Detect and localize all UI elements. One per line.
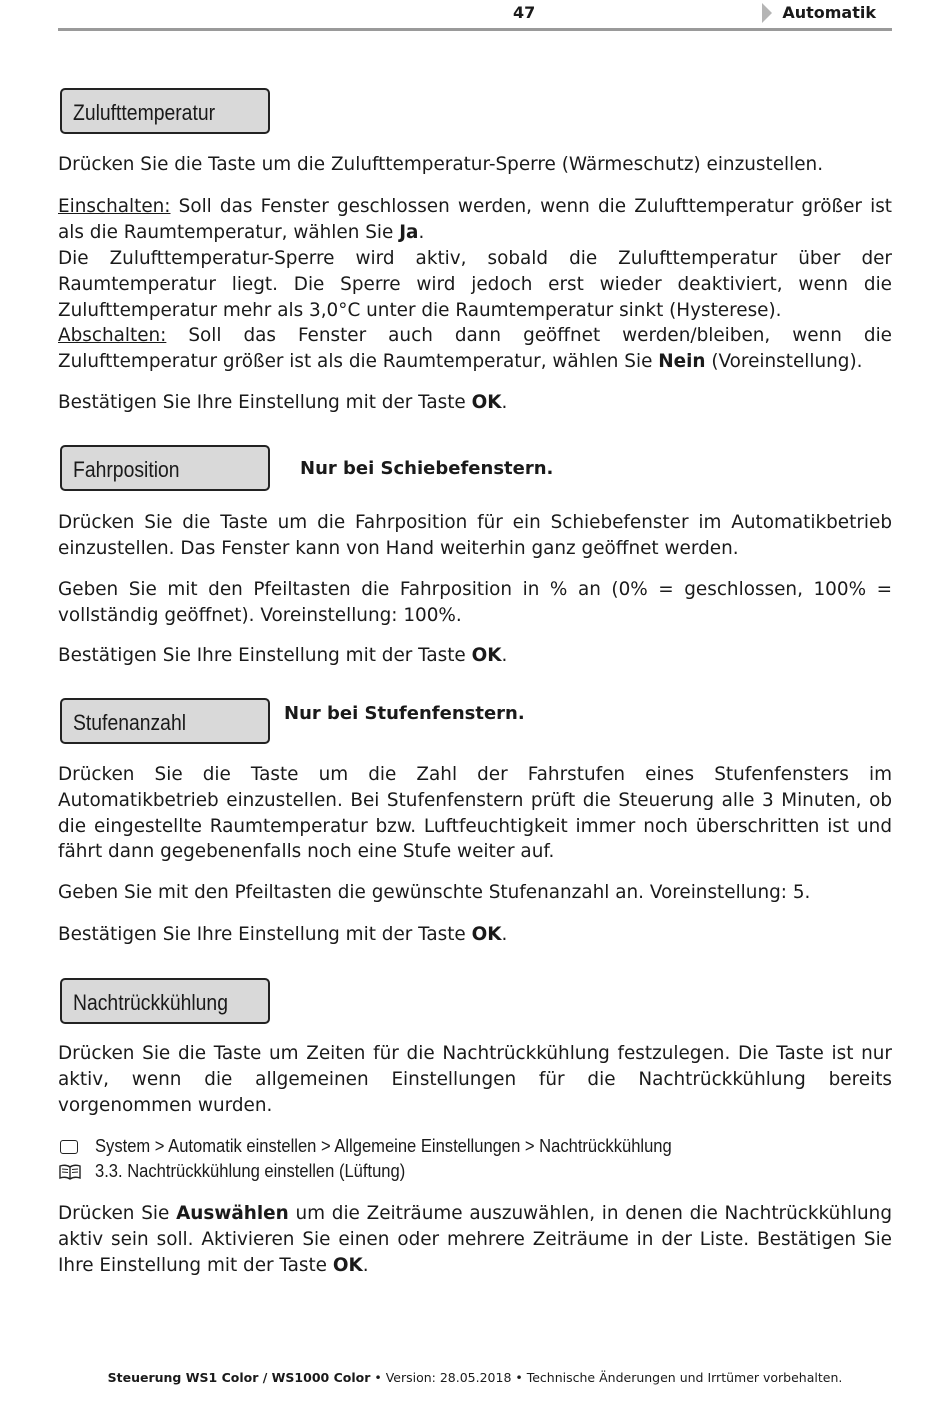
stufenanzahl-confirm: Bestätigen Sie Ihre Einstellung mit der Taste OK. bbox=[58, 924, 508, 945]
page-header bbox=[58, 0, 892, 31]
zulufttemperatur-off-paragraph: Abschalten: Soll das Fenster auch dann geöffnet werden/bleiben, wenn die Zulufttemperatur größer ist als die Raumtemperatur, wählen Sie Nein (Voreinstellung). bbox=[58, 325, 892, 372]
stufenanzahl-intro: Drücken Sie die Taste um die Zahl der Fahrstufen eines Stufenfensters im Automatikbetrieb einzustellen. Bei Stufenfenstern prüft die Steuerung alle 3 Minuten, ob die eingestellte Raumtemperatur bzw. Luftfeuchtigkeit immer noch überschritten ist und fährt dann gegebenenfalls noch eine Stufe weiter auf. bbox=[58, 764, 892, 863]
fahrposition-button[interactable]: Fahrposition bbox=[60, 445, 270, 491]
nachtrueckkuehlung-button[interactable]: Nachtrückkühlung bbox=[60, 978, 270, 1024]
zulufttemperatur-active-paragraph: Die Zulufttemperatur-Sperre wird aktiv, sobald die Zulufttemperatur über der Raumtemperatur liegt. Die Sperre wird jedoch erst wieder deaktiviert, wenn die Zulufttemperatur mehr als 3,0°C unter die Raumtemperatur sinkt (Hysterese). bbox=[58, 248, 892, 321]
fahrposition-note: Nur bei Schiebefenstern. bbox=[300, 458, 554, 479]
stufenanzahl-input-paragraph: Geben Sie mit den Pfeiltasten die gewünschte Stufenanzahl an. Voreinstellung: 5. bbox=[58, 882, 811, 903]
nachtrueckkuehlung-select-paragraph: Drücken Sie Auswählen um die Zeiträume auszuwählen, in denen die Nachtrückkühlung aktiv sein soll. Aktivieren Sie einen oder mehrere Zeiträume in der Liste. Bestätigen Sie Ihre Einstellung mit der Taste OK. bbox=[58, 1203, 892, 1276]
page-number: 47 bbox=[513, 3, 536, 22]
stufenanzahl-button[interactable]: Stufenanzahl bbox=[60, 698, 270, 744]
zulufttemperatur-confirm: Bestätigen Sie Ihre Einstellung mit der Taste OK. bbox=[58, 392, 508, 413]
zulufttemperatur-on-paragraph: Einschalten: Soll das Fenster geschlossen werden, wenn die Zulufttemperatur größer ist als die Raumtemperatur, wählen Sie Ja. bbox=[58, 196, 892, 243]
page-footer: Steuerung WS1 Color / WS1000 Color • Version: 28.05.2018 • Technische Änderungen und Irrtümer vorbehalten. bbox=[107, 1370, 843, 1385]
book-icon bbox=[58, 1163, 82, 1181]
fahrposition-input-paragraph: Geben Sie mit den Pfeiltasten die Fahrposition in % an (0% = geschlossen, 100% = vollständig geöffnet). Voreinstellung: 100%. bbox=[58, 579, 892, 626]
section-title: Automatik bbox=[782, 3, 876, 22]
stufenanzahl-note: Nur bei Stufenfenstern. bbox=[284, 703, 525, 724]
fahrposition-intro: Drücken Sie die Taste um die Fahrposition für ein Schiebefenster im Automatikbetrieb einzustellen. Das Fenster kann von Hand weiterhin ganz geöffnet werden. bbox=[58, 512, 892, 559]
screen-icon bbox=[60, 1140, 78, 1154]
section-arrow-icon bbox=[762, 3, 772, 23]
fahrposition-confirm: Bestätigen Sie Ihre Einstellung mit der Taste OK. bbox=[58, 645, 508, 666]
zulufttemperatur-button[interactable]: Zulufttemperatur bbox=[60, 88, 270, 134]
nachtrueckkuehlung-intro: Drücken Sie die Taste um Zeiten für die Nachtrückkühlung festzulegen. Die Taste ist nur aktiv, wenn die allgemeinen Einstellungen für die Nachtrückkühlung bereits vorgenommen wurden. bbox=[58, 1043, 892, 1116]
zulufttemperatur-intro: Drücken Sie die Taste um die Zulufttemperatur-Sperre (Wärmeschutz) einzustellen. bbox=[58, 154, 824, 175]
